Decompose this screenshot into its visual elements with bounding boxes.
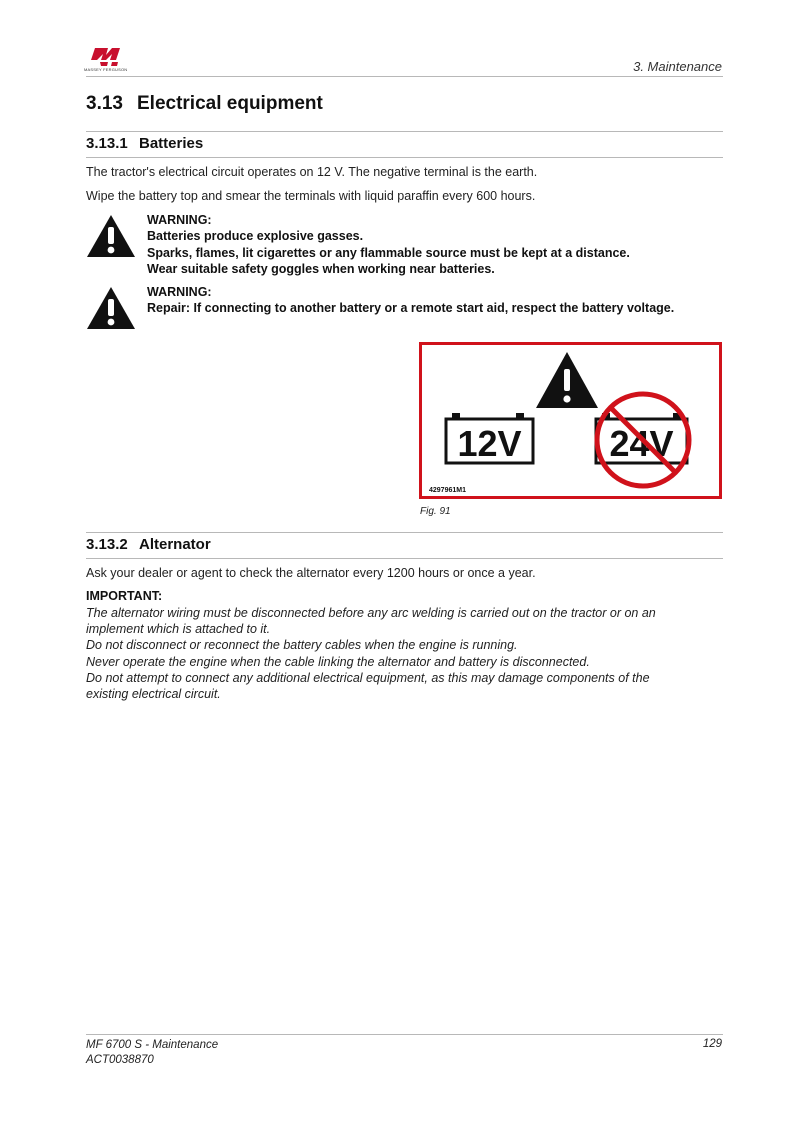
chapter-title: 3. Maintenance bbox=[633, 59, 722, 74]
important-line: Do not disconnect or reconnect the battery cables when the engine is running. bbox=[86, 638, 518, 653]
important-line: existing electrical circuit. bbox=[86, 687, 221, 702]
warning-triangle-icon bbox=[86, 286, 136, 330]
warning-block bbox=[147, 284, 674, 317]
important-line: Do not attempt to connect any additional electrical equipment, as this may damage components of the bbox=[86, 670, 650, 685]
paragraph: The tractor's electrical circuit operates on 12 V. The negative terminal is the earth. bbox=[86, 165, 538, 179]
warning-block bbox=[147, 212, 630, 277]
battery-voltage-figure bbox=[419, 342, 722, 499]
footer-info bbox=[86, 1038, 218, 1068]
section-title: Electrical equipment bbox=[137, 93, 323, 114]
subsection-number: 3.13.2 bbox=[86, 536, 128, 553]
warning-line: Batteries produce explosive gasses. bbox=[147, 229, 364, 244]
important-title: IMPORTANT: bbox=[86, 589, 163, 603]
subsection-number: 3.13.1 bbox=[86, 135, 128, 152]
header-divider bbox=[86, 76, 723, 77]
subsection-rule-bottom bbox=[86, 558, 723, 559]
figure-caption: Fig. 91 bbox=[420, 506, 451, 517]
paragraph: Ask your dealer or agent to check the alternator every 1200 hours or once a year. bbox=[86, 566, 536, 580]
warning-title: WARNING: bbox=[147, 285, 212, 299]
subsection-rule-bottom bbox=[86, 157, 723, 158]
figure-code: 4297961M1 bbox=[429, 487, 466, 494]
footer-doc-code: ACT0038870 bbox=[86, 1054, 154, 1066]
subsection-title: Alternator bbox=[139, 536, 211, 553]
footer-divider bbox=[86, 1034, 723, 1035]
warning-title: WARNING: bbox=[147, 213, 212, 227]
footer-manual: MF 6700 S - Maintenance bbox=[86, 1039, 219, 1051]
important-line: implement which is attached to it. bbox=[86, 622, 271, 637]
warning-line: Wear suitable safety goggles when working near batteries. bbox=[147, 261, 495, 276]
important-line: Never operate the engine when the cable linking the alternator and battery is disconnected. bbox=[86, 654, 590, 669]
subsection-title: Batteries bbox=[139, 135, 204, 152]
section-number: 3.13 bbox=[86, 93, 123, 114]
warning-triangle-icon bbox=[86, 214, 136, 258]
important-line: The alternator wiring must be disconnected before any arc welding is carried out on the tractor or on an bbox=[86, 606, 656, 620]
warning-line: Repair: If connecting to another battery or a remote start aid, respect the battery voltage. bbox=[147, 301, 675, 316]
warning-line: Sparks, flames, lit cigarettes or any flammable source must be kept at a distance. bbox=[147, 245, 630, 260]
brand-logo-text: MASSEY FERGUSON bbox=[84, 67, 128, 72]
subsection-rule-top bbox=[86, 532, 723, 533]
subsection-heading-alternator bbox=[86, 536, 211, 553]
allowed-voltage-label: 12V bbox=[457, 423, 522, 464]
page-number: 129 bbox=[702, 1038, 722, 1050]
subsection-rule-top bbox=[86, 131, 723, 132]
subsection-heading-batteries bbox=[86, 135, 203, 152]
paragraph: Wipe the battery top and smear the terminals with liquid paraffin every 600 hours. bbox=[86, 189, 536, 203]
section-heading bbox=[86, 93, 323, 115]
battery-12v-icon bbox=[446, 413, 533, 464]
forbidden-voltage-label: 24V bbox=[609, 423, 674, 464]
important-notice bbox=[86, 605, 726, 702]
